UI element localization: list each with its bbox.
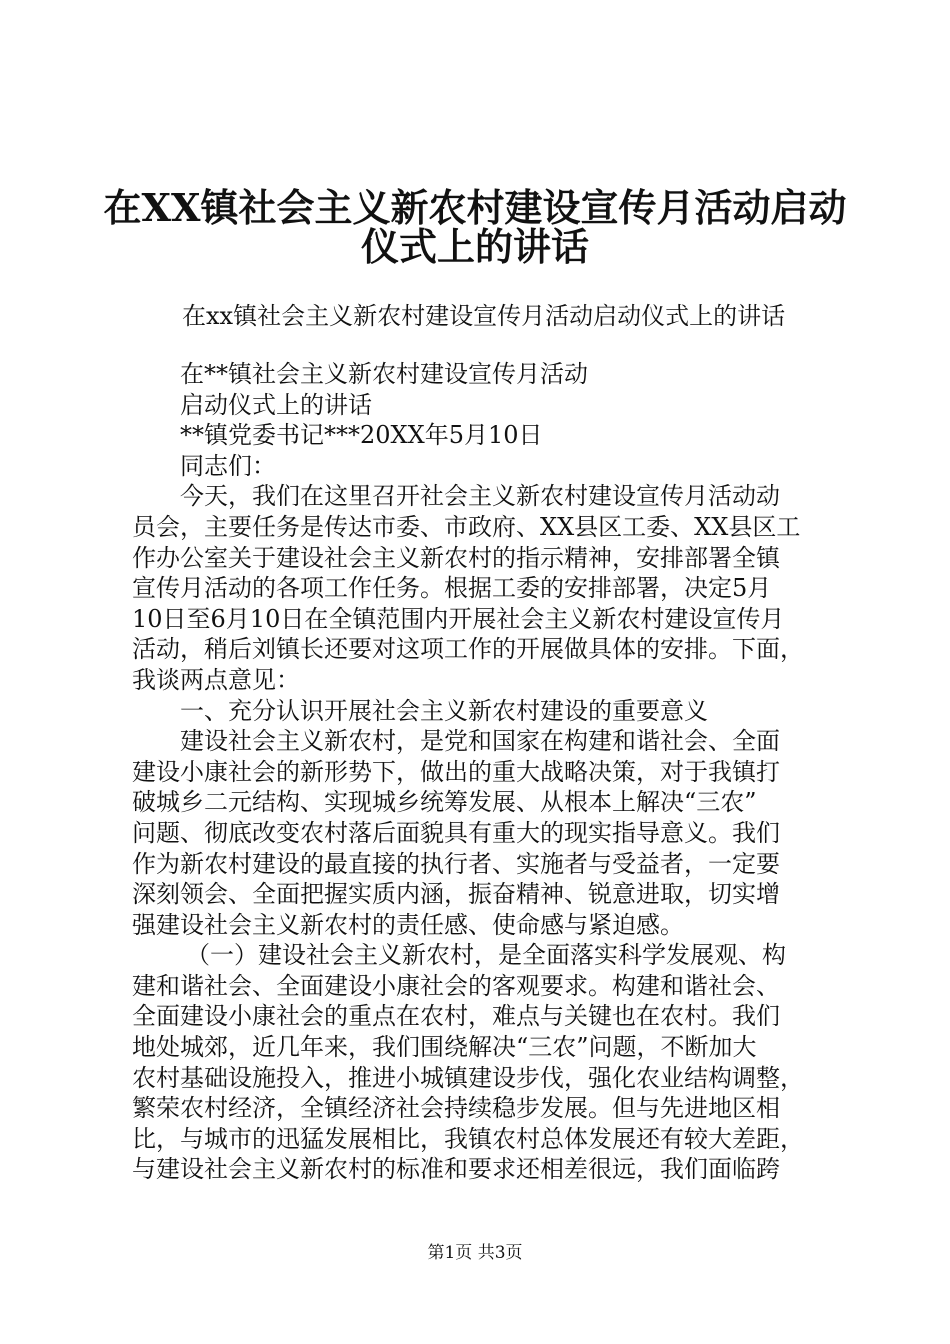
paragraph-line: 员会，主要任务是传达市委、市政府、XX县区工委、XX县区工 xyxy=(132,512,801,541)
paragraph-line: （一）建设社会主义新农村，是全面落实科学发展观、构 xyxy=(186,941,786,970)
paragraph-line: 建设小康社会的新形势下，做出的重大战略决策，对于我镇打 xyxy=(132,757,780,786)
heading-line: 在**镇社会主义新农村建设宣传月活动 xyxy=(180,360,588,388)
paragraph-line: 活动，稍后刘镇长还要对这项工作的开展做具体的安排。下面， xyxy=(132,635,804,664)
paragraph-line: 繁荣农村经济，全镇经济社会持续稳步发展。但与先进地区相 xyxy=(132,1094,780,1123)
paragraph-line: 地处城郊，近几年来，我们围绕解决“三农”问题，不断加大 xyxy=(132,1033,757,1062)
paragraph-line: 10日至6月10日在全镇范围内开展社会主义新农村建设宣传月 xyxy=(132,604,785,633)
document-title-line-2: 仪式上的讲话 xyxy=(360,224,589,269)
paragraph-line: 与建设社会主义新农村的标准和要求还相差很远，我们面临跨 xyxy=(132,1155,780,1184)
paragraph-line: 全面建设小康社会的重点在农村，难点与关键也在农村。我们 xyxy=(132,1002,780,1031)
paragraph-line: 深刻领会、全面把握实质内涵，振奋精神、锐意进取，切实增 xyxy=(132,880,780,909)
paragraph-line: 建和谐社会、全面建设小康社会的客观要求。构建和谐社会、 xyxy=(132,971,780,1000)
paragraph-line: 我谈两点意见： xyxy=(132,665,300,694)
paragraph-line: 比，与城市的迅猛发展相比，我镇农村总体发展还有较大差距， xyxy=(132,1124,804,1153)
paragraph-line: 今天，我们在这里召开社会主义新农村建设宣传月活动动 xyxy=(180,482,780,511)
page-number-footer: 第1页 共3页 xyxy=(427,1243,523,1263)
paragraph-line: 破城乡二元结构、实现城乡统筹发展、从根本上解决“三农” xyxy=(132,788,757,817)
document-body xyxy=(132,359,832,1185)
paragraph-line: 强建设社会主义新农村的责任感、使命感与紧迫感。 xyxy=(132,910,684,939)
salutation: 同志们： xyxy=(180,451,276,480)
document-subtitle: 在xx镇社会主义新农村建设宣传月活动启动仪式上的讲话 xyxy=(182,302,786,330)
author-line: **镇党委书记***20XX年5月10日 xyxy=(180,421,543,450)
paragraph-line: 作办公室关于建设社会主义新农村的指示精神，安排部署全镇 xyxy=(132,543,780,572)
paragraph-line: 宣传月活动的各项工作任务。根据工委的安排部署，决定5月 xyxy=(132,574,772,603)
paragraph-line: 建设社会主义新农村，是党和国家在构建和谐社会、全面 xyxy=(180,727,780,756)
paragraph-line: 问题、彻底改变农村落后面貌具有重大的现实指导意义。我们 xyxy=(132,818,780,847)
document-title-line-1: 在XX镇社会主义新农村建设宣传月活动启动 xyxy=(103,185,847,230)
heading-line: 启动仪式上的讲话 xyxy=(180,390,372,419)
section-heading: 一、充分认识开展社会主义新农村建设的重要意义 xyxy=(180,696,708,725)
paragraph-line: 作为新农村建设的最直接的执行者、实施者与受益者，一定要 xyxy=(132,849,780,878)
paragraph-line: 农村基础设施投入，推进小城镇建设步伐，强化农业结构调整， xyxy=(132,1063,804,1092)
